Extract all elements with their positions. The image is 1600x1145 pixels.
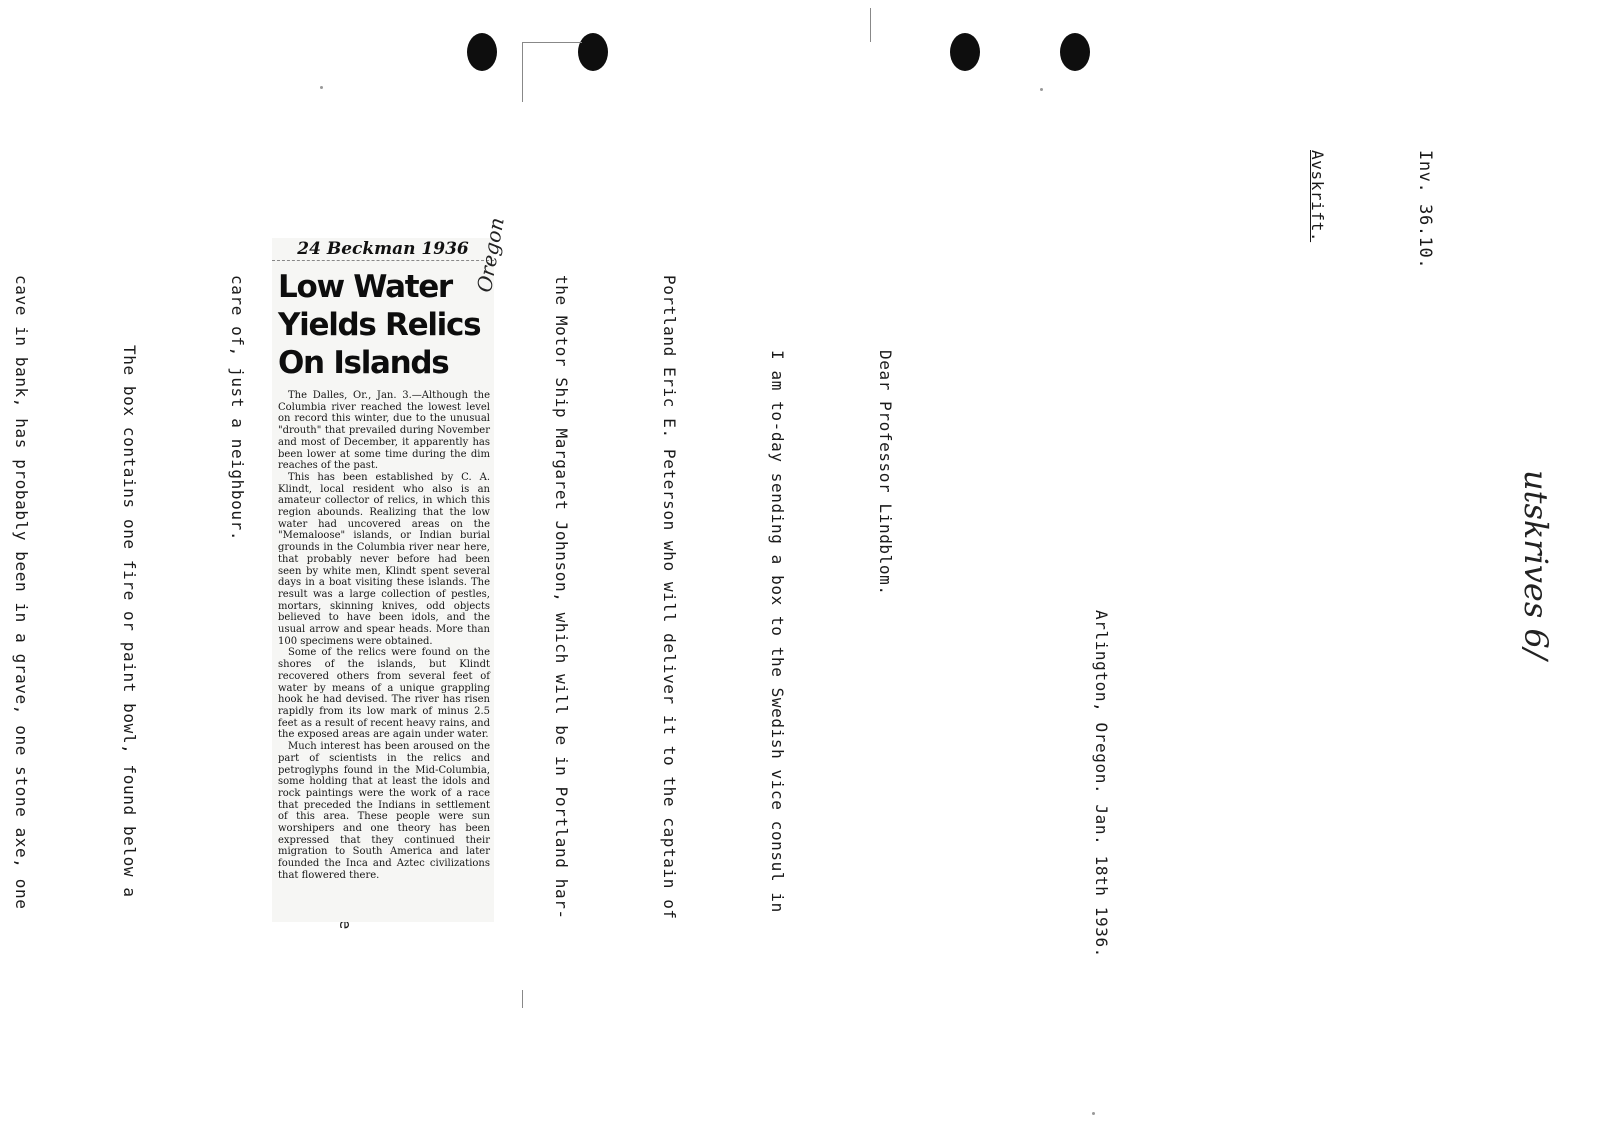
scan-speck: [320, 86, 323, 89]
scan-line: [870, 8, 871, 42]
clipping-article: [278, 390, 490, 882]
punch-hole: [578, 33, 608, 71]
article-paragraph: Much interest has been aroused on the part of scientists in the relics and petroglyphs found in the Mid-Columbia, some holding that at least the idols and rock paintings were the work of a race that preceded the Indians in settlement of this area. These people were sun worshipers and one theory has been expressed that they continued their migration to South America and later founded the Inca and Aztec civilizations that flowered there.: [278, 741, 490, 881]
punch-hole: [1060, 33, 1090, 71]
clipping-stamp: Oregon: [472, 215, 509, 295]
headline-line: On Islands: [278, 345, 449, 381]
letter-salutation: Dear Professor Lindblom.: [876, 350, 895, 596]
article-paragraph: Some of the relics were found on the shores of the islands, but Klindt recovered others from several feet of water by means of a unique grappling hook he had devised. The river has risen rapidly from its low mark of minus 2.5 feet as a result of recent heavy rains, and the exposed areas are again under water.: [278, 647, 490, 741]
article-paragraph: The Dalles, Or., Jan. 3.—Although the Columbia river reached the lowest level on record this winter, due to the unusual "drouth" that prevailed during November and most of December, it apparently has been lower at some time during the dim reaches of the past.: [278, 390, 490, 472]
spacer: [1191, 150, 1227, 1010]
punch-hole: [950, 33, 980, 71]
letter-line: the Motor Ship Margaret Johnson, which will be in Portland har-: [552, 275, 571, 920]
clipping-handwritten-header: 24 Beckman 1936: [272, 238, 494, 261]
headline-line: Low Water: [278, 269, 452, 305]
letter-line: I am to-day sending a box to the Swedish vice consul in: [768, 350, 787, 913]
clipping-headline: [278, 268, 481, 382]
letter-line: The box contains one fire or paint bowl, found below a: [120, 345, 139, 898]
newspaper-clipping: [272, 215, 509, 922]
letter-inv: Inv. 36.10.: [1415, 150, 1435, 270]
letter-avskrift: Avskrift.: [1308, 150, 1327, 243]
handwritten-note: utskrives 6/: [1517, 470, 1555, 660]
letter-line: Portland Eric E. Peterson who will deliver it to the captain of: [660, 275, 679, 920]
letter-line: cave in bank, has probably been in a grave, one stone axe, one: [12, 275, 31, 910]
letter-line: care of, just a neighbour.: [228, 275, 247, 542]
article-paragraph: This has been established by C. A. Klindt, local resident who also is an amateur collector of relics, in which this region abounds. Realizing that the low water had uncovered areas on the "Memaloose" islands, or Indian burial grounds in the Columbia river near here, that probably never before had been seen by white men, Klindt spent several days in a boat visiting these islands. The result was a large collection of pestles, mortars, skinning knives, odd objects believed to have been idols, and the usual arrow and spear heads. More than 100 specimens were obtained.: [278, 471, 490, 647]
scan-speck: [1040, 88, 1043, 91]
letter-dateline: Arlington, Oregon. Jan. 18th 1936.: [1092, 610, 1111, 958]
scan-line: [522, 42, 582, 43]
scan-line: [522, 42, 523, 102]
punch-hole: [467, 33, 497, 71]
headline-line: Yields Relics: [278, 307, 481, 343]
spacer: [975, 150, 1011, 1010]
scan-speck: [1092, 1112, 1095, 1115]
